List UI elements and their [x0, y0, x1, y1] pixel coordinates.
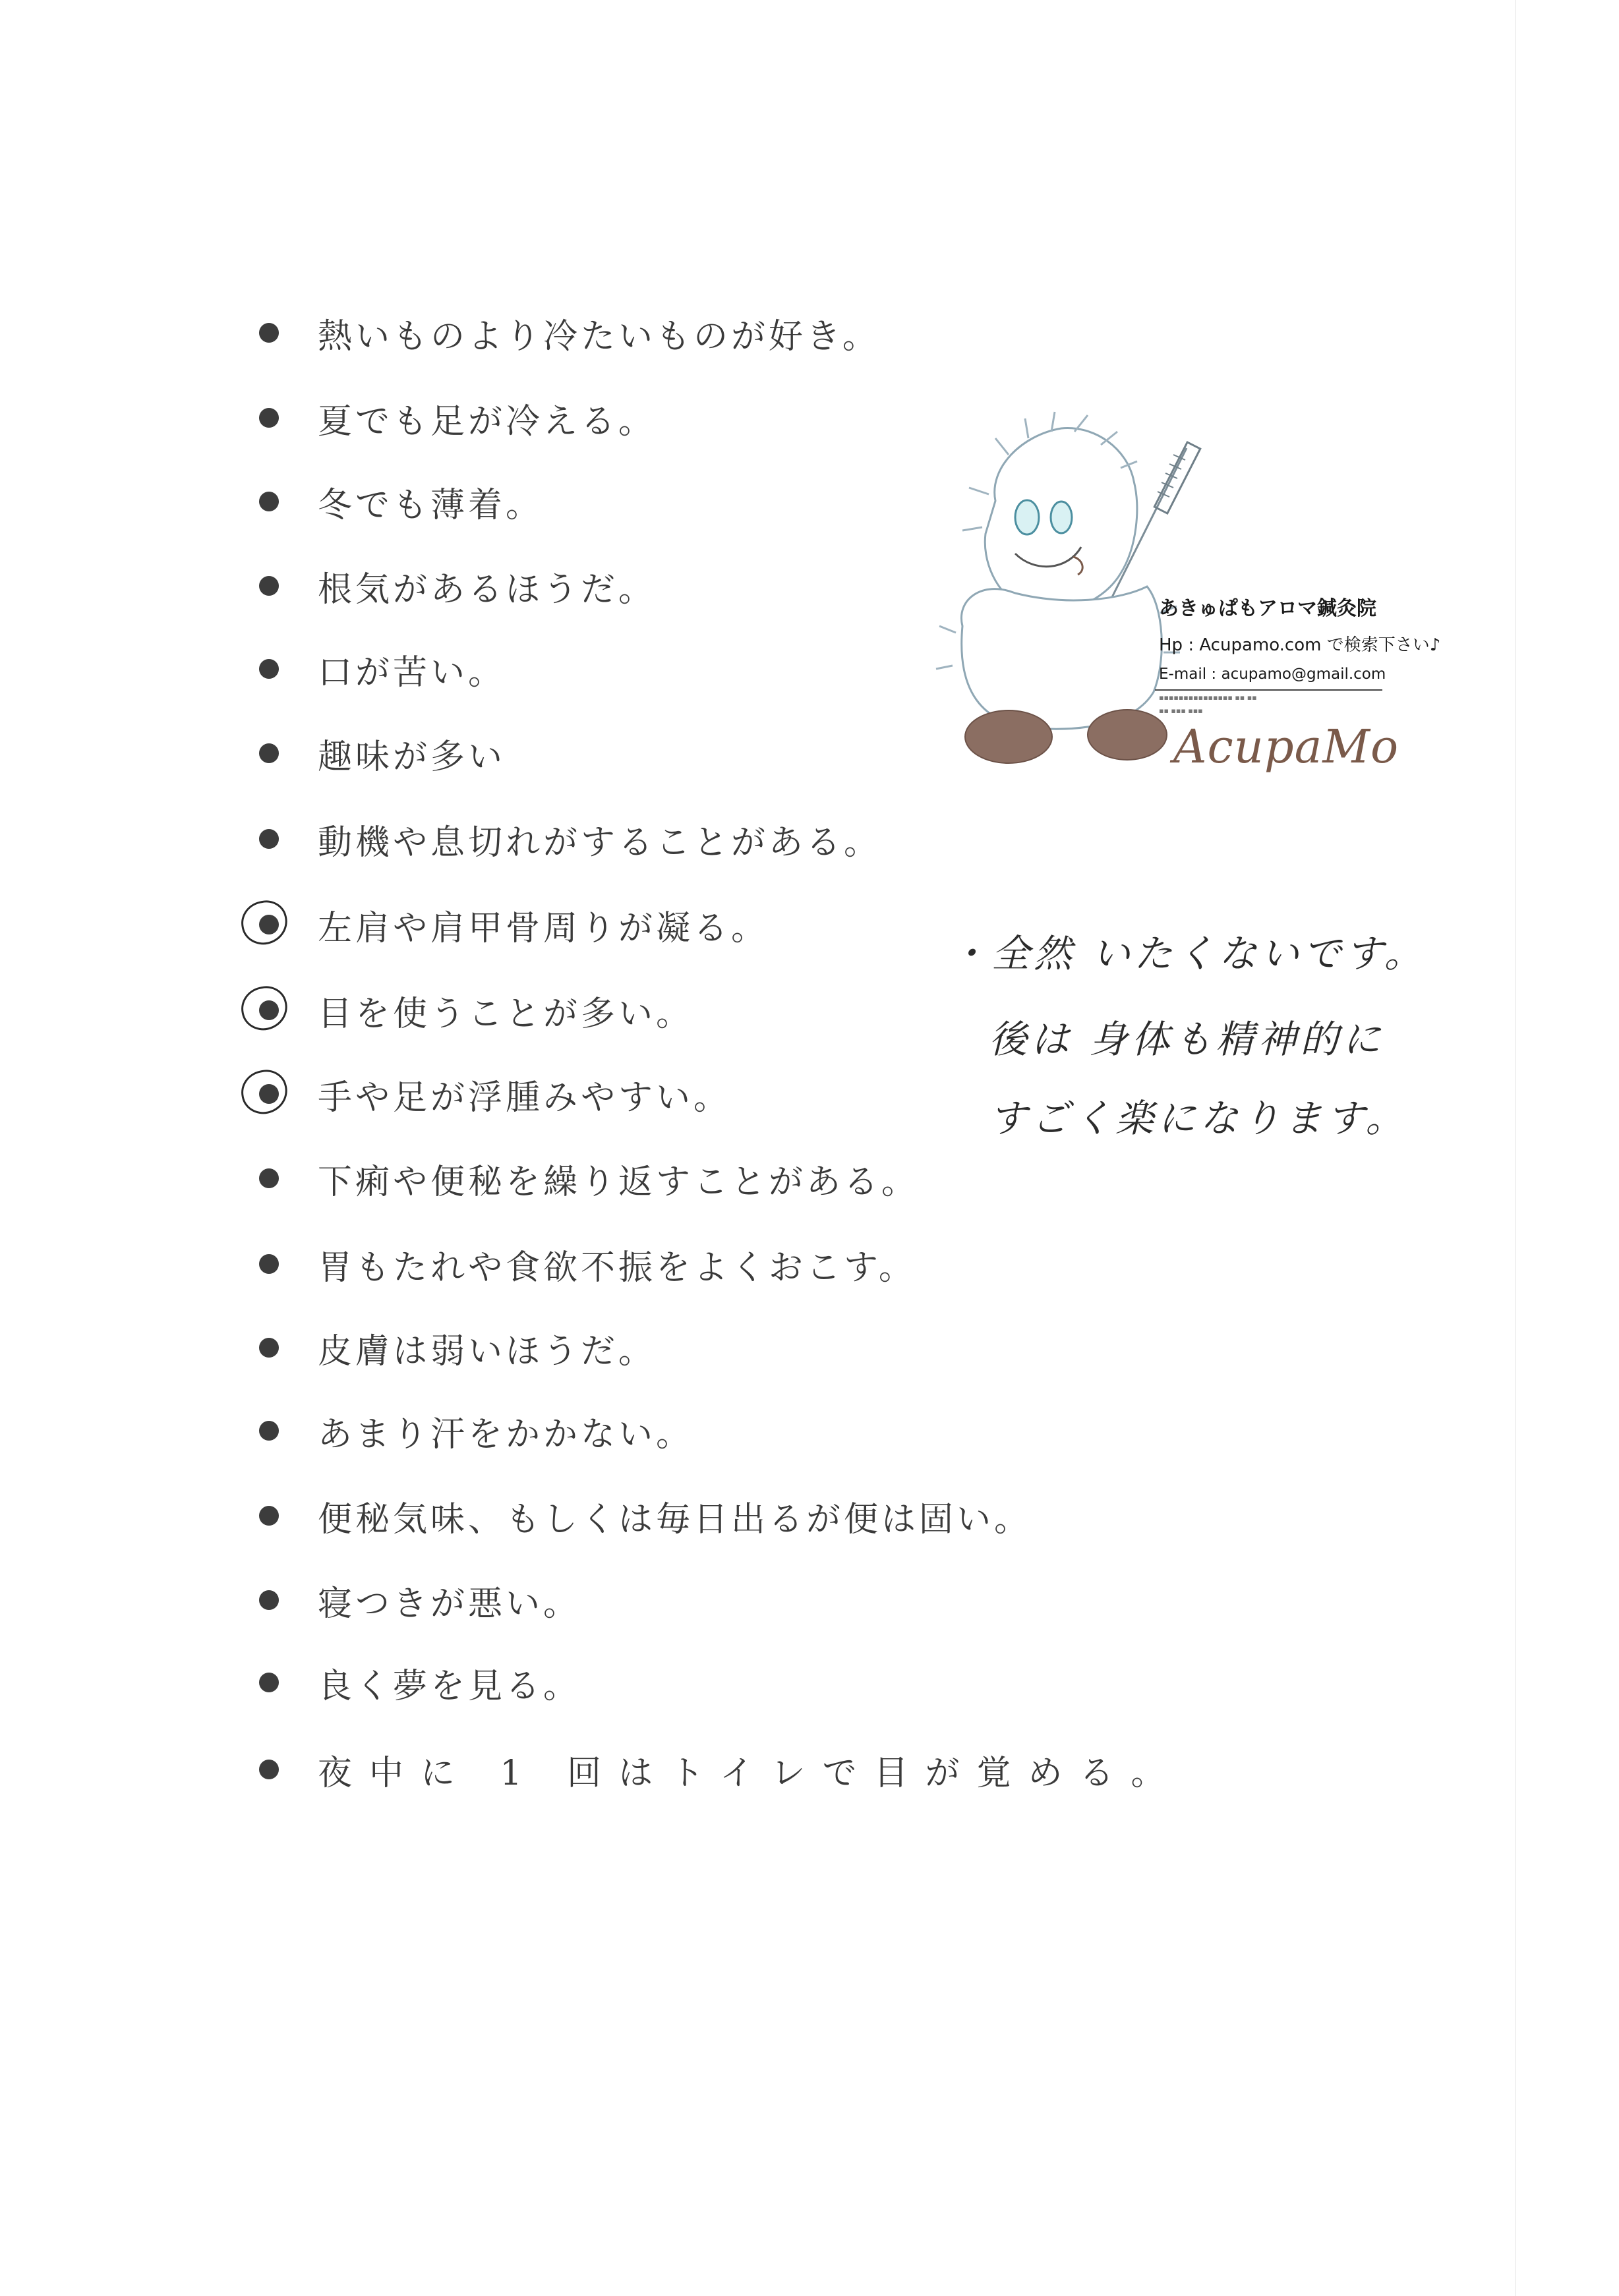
checklist-item	[244, 720, 506, 786]
bullet-dot-icon	[259, 1338, 279, 1358]
bullet-dot-icon	[259, 1506, 279, 1526]
checklist-item	[244, 1231, 916, 1297]
checklist-item	[244, 1483, 1032, 1549]
checklist-item	[244, 1398, 693, 1464]
checklist-item-text: 熱いものより冷たいものが好き。	[318, 316, 880, 357]
hand-drawn-circle-icon	[237, 1066, 291, 1118]
clinic-name: あきゅぱもアロマ鍼灸院	[1159, 597, 1376, 620]
bullet-marker	[244, 308, 294, 358]
checklist-item-text: 夜中に 1 回はトイレで目が覚める。	[318, 1753, 1183, 1793]
clinic-email: E-mail : acupamo@gmail.com	[1159, 666, 1386, 683]
bullet-dot-icon	[259, 1590, 279, 1610]
checklist-item-text: 趣味が多い	[318, 737, 506, 777]
checklist-item-text: 胃もたれや食欲不振をよくおこす。	[318, 1248, 916, 1288]
bullet-dot-icon	[259, 1168, 279, 1188]
checklist-item-text: 口が苦い。	[318, 652, 506, 693]
checklist-item	[244, 636, 506, 702]
bullet-dot-icon	[259, 323, 279, 343]
bullet-dot-icon	[259, 1254, 279, 1274]
checklist-item	[244, 1315, 656, 1381]
checklist-item-text: 便秘気味、もしくは毎日出るが便は固い。	[318, 1499, 1032, 1539]
bullet-marker	[244, 1657, 294, 1708]
bullet-marker	[244, 728, 294, 778]
bullet-marker	[244, 1491, 294, 1541]
checklist-item-circled	[244, 892, 769, 958]
checklist-item-text: 良く夢を見る。	[318, 1666, 581, 1706]
checklist-item-text: 冬でも薄着。	[318, 485, 544, 525]
bullet-dot-icon	[259, 492, 279, 511]
bullet-dot-icon	[259, 659, 279, 679]
checklist-item-text: 下痢や便秘を繰り返すことがある。	[318, 1162, 920, 1202]
bullet-marker	[244, 814, 294, 864]
bullet-dot-icon	[259, 829, 279, 849]
checklist-item	[244, 806, 881, 872]
bullet-marker	[244, 476, 294, 527]
hand-drawn-circle-icon	[237, 896, 291, 948]
bullet-marker	[244, 393, 294, 443]
checklist-item-text: 目を使うことが多い。	[318, 994, 694, 1034]
checklist-item-text: 動機や息切れがすることがある。	[318, 822, 882, 863]
bullet-dot-icon	[259, 1760, 279, 1779]
bullet-marker	[244, 561, 294, 611]
checklist-item-text: 夏でも足が冷える。	[318, 401, 657, 442]
bullet-marker	[244, 1239, 294, 1289]
checklist-item	[244, 469, 543, 534]
bullet-marker	[244, 900, 294, 950]
checklist-item-text: 寝つきが悪い。	[318, 1584, 581, 1624]
scan-edge	[1515, 0, 1516, 2296]
bullet-dot-icon	[259, 576, 279, 596]
bullet-marker	[244, 1406, 294, 1456]
checklist-item	[244, 1145, 919, 1211]
bullet-marker	[244, 1744, 294, 1794]
bullet-dot-icon	[259, 743, 279, 763]
checklist-item-text: 左肩や肩甲骨周りが凝る。	[318, 908, 769, 948]
stamp-divider	[1155, 689, 1382, 691]
note-line: すごく楽になります。	[989, 1096, 1408, 1141]
clinic-stamp	[910, 409, 1441, 817]
bullet-dot-icon	[259, 408, 279, 428]
checklist-item	[244, 1650, 581, 1715]
bullet-marker	[244, 1069, 294, 1119]
clinic-brand-logo: AcupaMo	[1173, 720, 1399, 774]
checklist-item-text: 根気があるほうだ。	[318, 569, 657, 610]
stamp-fine-print: ▪▪▪▪▪▪▪▪▪▪▪▪▪▪▪ ▪▪ ▪▪	[1159, 693, 1257, 702]
checklist-item	[244, 1567, 581, 1633]
checklist-item	[244, 385, 656, 451]
checklist-item-circled	[244, 1061, 731, 1127]
checklist-item	[244, 300, 880, 366]
bullet-marker	[244, 1575, 294, 1625]
checklist-item-text: 手や足が浮腫みやすい。	[318, 1077, 732, 1118]
checklist-item	[244, 553, 656, 619]
checklist-item	[244, 1736, 1183, 1802]
bullet-marker	[244, 1153, 294, 1203]
bullet-marker	[244, 644, 294, 694]
checklist-item-circled	[244, 977, 693, 1043]
note-line: ・全然 いたくないです。	[949, 931, 1427, 976]
hand-drawn-circle-icon	[237, 982, 291, 1034]
bullet-dot-icon	[259, 1673, 279, 1692]
bullet-marker	[244, 1323, 294, 1373]
checklist-item-text: あまり汗をかかない。	[318, 1414, 694, 1454]
checklist-item-text: 皮膚は弱いほうだ。	[318, 1331, 657, 1371]
clinic-homepage: Hp : Acupamo.com で検索下さい♪	[1159, 635, 1441, 655]
bullet-dot-icon	[259, 1421, 279, 1441]
stamp-fine-print: ▪▪ ▪▪▪ ▪▪▪	[1159, 706, 1203, 715]
note-line: 後は 身体も精神的に	[989, 1017, 1385, 1062]
bullet-marker	[244, 985, 294, 1035]
